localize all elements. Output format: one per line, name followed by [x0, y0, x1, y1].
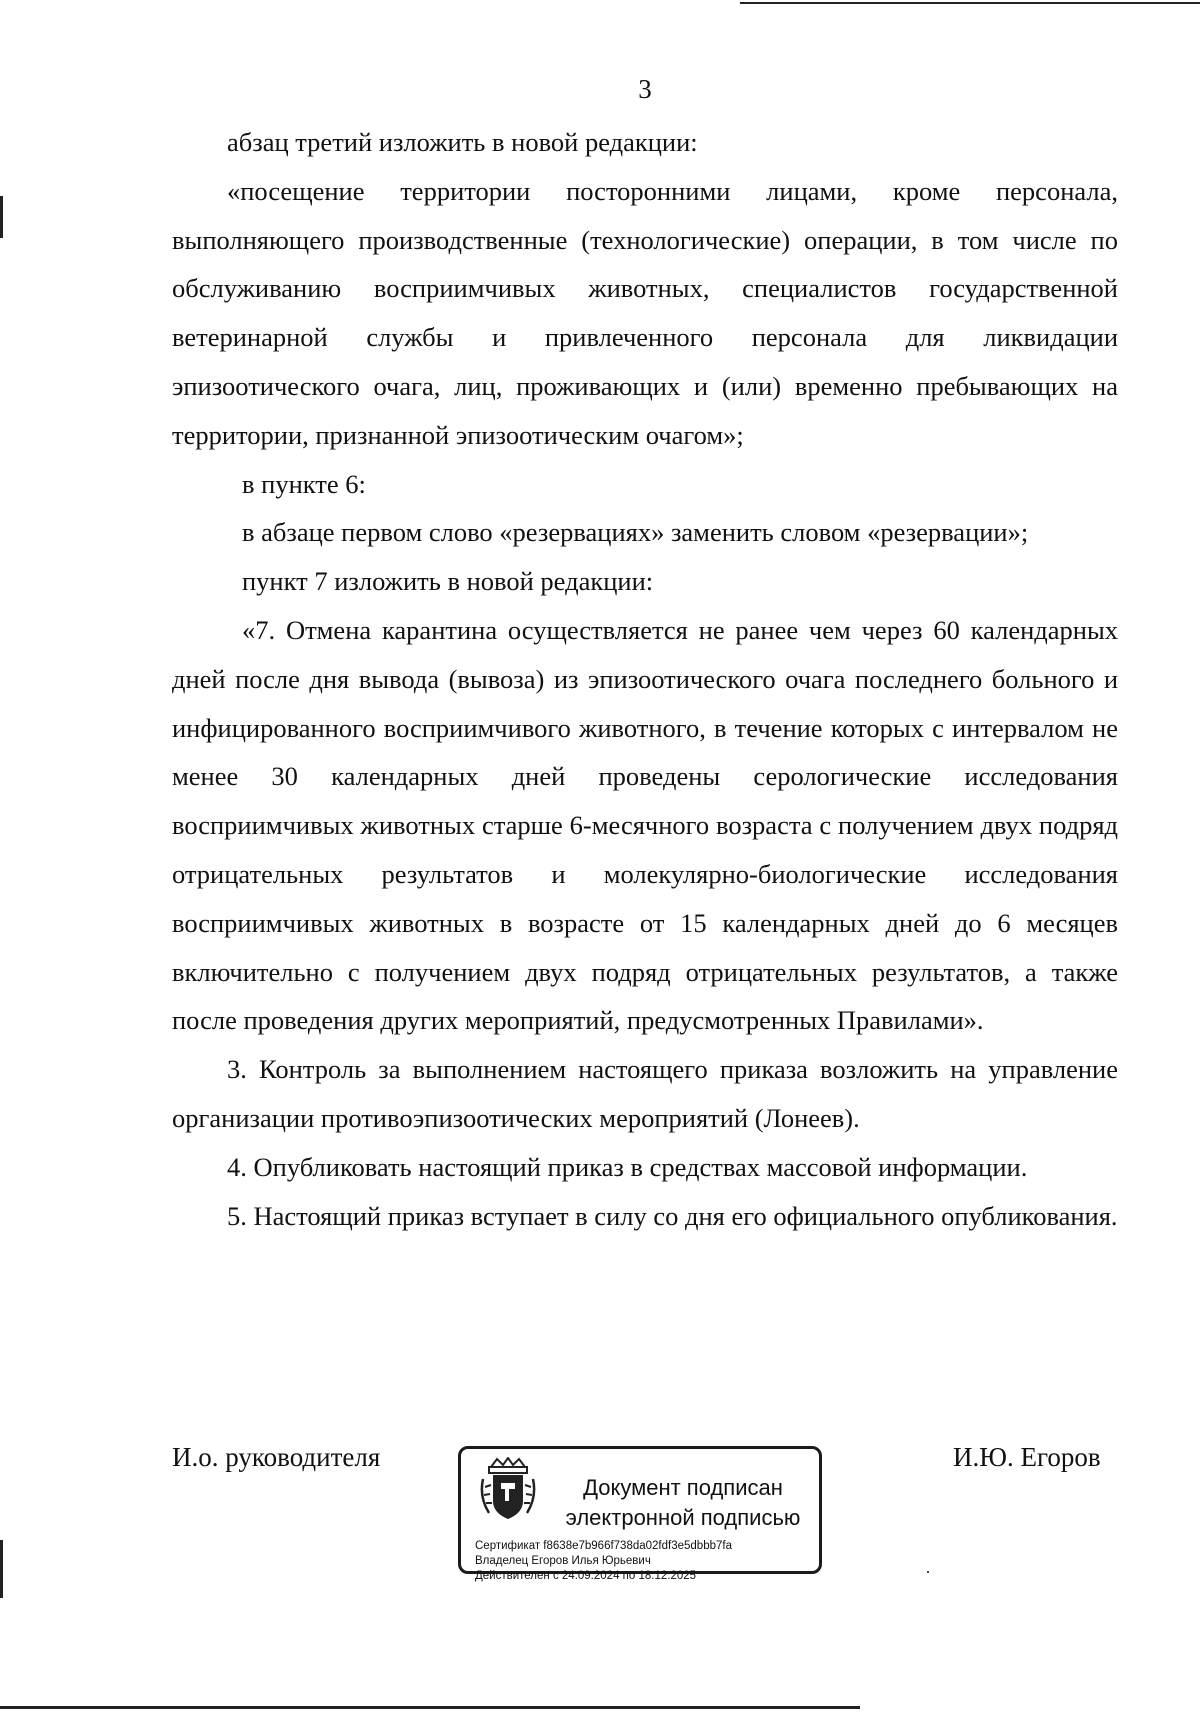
- paragraph-9: 5. Настоящий приказ вступает в силу со дня его официального опубликования.: [227, 1200, 1118, 1231]
- paragraph-8: 4. Опубликовать настоящий приказ в средствах массовой информации.: [227, 1151, 1028, 1182]
- scan-artifact-bottom: [0, 1706, 860, 1709]
- stamp-heading: [557, 1473, 809, 1533]
- signer-title: И.о. руководителя: [172, 1442, 381, 1472]
- paragraph-5: пункт 7 изложить в новой редакции:: [242, 566, 654, 597]
- scan-artifact-top: [740, 2, 1200, 4]
- paragraph-3: в пункте 6:: [242, 468, 366, 499]
- paragraph-4: в абзаце первом слово «резервациях» заменить словом «резервации»;: [242, 517, 1029, 548]
- stamp-line-2: электронной подписью: [565, 1505, 801, 1530]
- stamp-details: [475, 1539, 732, 1584]
- paragraph-6: «7. Отмена карантина осуществляется не ранее чем через 60 календарных дней после дня вывода (вывоза) из эпизоотического очага последнего больного и инфицированного восприимчивого животного, в течение которых с интервалом не менее 30 календарных дней проведены серологические исследования восприимчивых животных старше 6-месячного возраста с получением двух подряд отрицательных результатов и молекулярно-биологические исследования восприимчивых животных в возрасте от 15 календарных дней до 6 месяцев включительно с получением двух подряд отрицательных результатов, а также после проведения других мероприятий, предусмотренных Правилами».: [172, 614, 1118, 1036]
- scan-dot: [927, 1571, 929, 1573]
- scan-artifact-left-upper: [0, 196, 3, 238]
- signer-name: И.Ю. Егоров: [953, 1442, 1101, 1472]
- stamp-owner: Владелец Егоров Илья Юрьевич: [475, 1555, 651, 1567]
- paragraph-7: 3. Контроль за выполнением настоящего приказа возложить на управление организации противоэпизоотических мероприятий (Лонеев).: [172, 1054, 1118, 1133]
- paragraph-1: абзац третий изложить в новой редакции:: [227, 127, 698, 157]
- stamp-certificate: Сертификат f8638e7b966f738da02fdf3e5dbbb7fa: [475, 1540, 732, 1552]
- paragraph-2: «посещение территории посторонними лицами, кроме персонала, выполняющего производственные (технологические) операции, в том числе по обслуживанию восприимчивых животных, специалистов государственной ветеринарной службы и привлеченного персонала для ликвидации эпизоотического очага, лиц, проживающих и (или) временно пребывающих на территории, признанной эпизоотическим очагом»;: [172, 175, 1118, 450]
- electronic-signature-stamp: [458, 1446, 822, 1582]
- document-body: [172, 118, 1118, 1240]
- stamp-line-1: Документ подписан: [583, 1475, 783, 1500]
- page-number: 3: [638, 74, 652, 104]
- stamp-validity: Действителен с 24.09.2024 по 18.12.2025: [475, 1570, 697, 1582]
- scan-artifact-left-lower: [0, 1540, 3, 1598]
- coat-of-arms-icon: [479, 1457, 537, 1523]
